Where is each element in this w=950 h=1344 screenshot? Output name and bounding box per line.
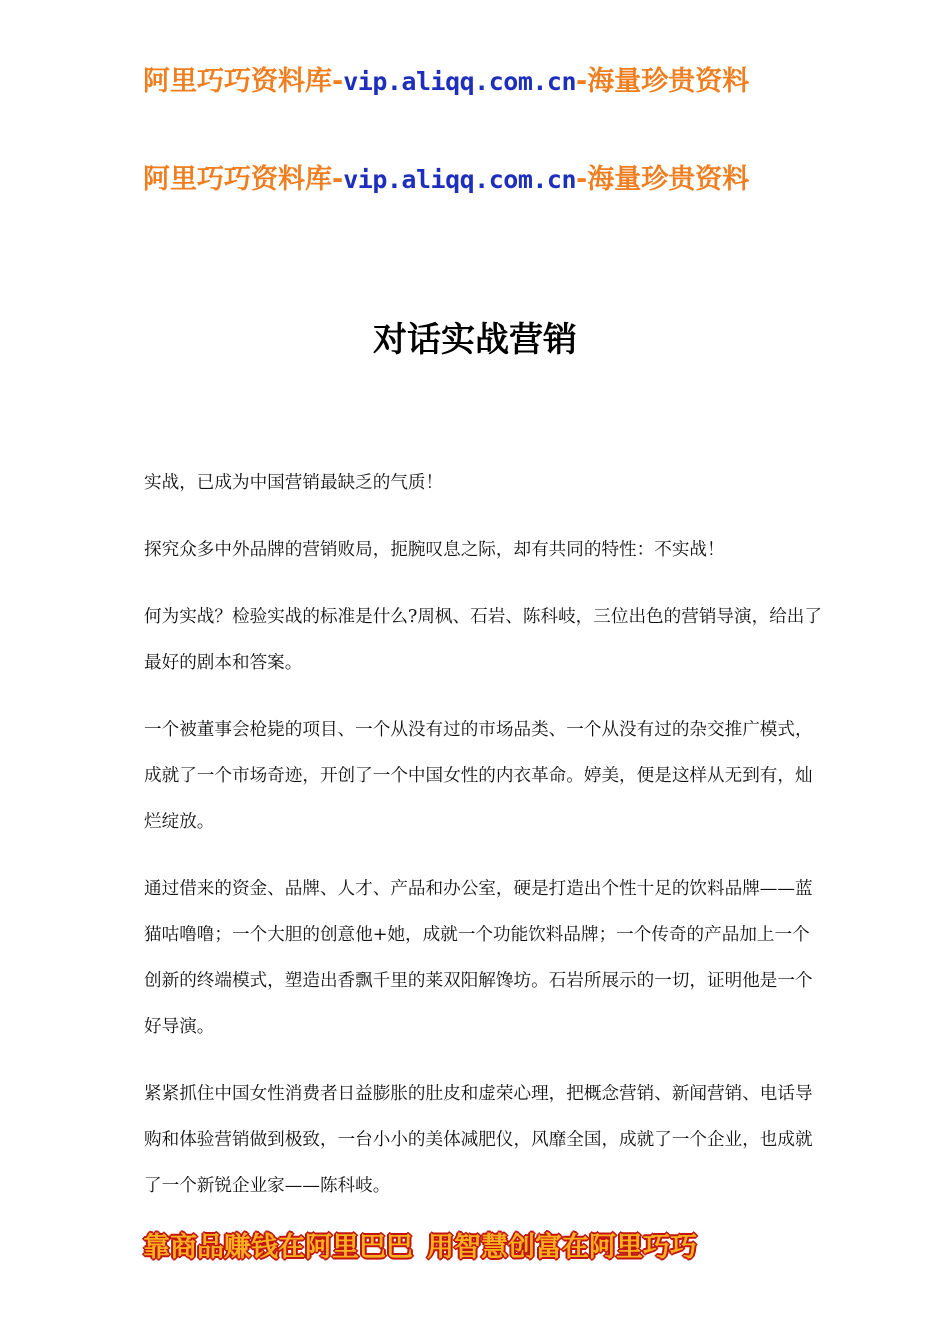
banner-suffix: -海量珍贵资料 [576, 164, 750, 195]
banner-prefix: 阿里巧巧资料库- [143, 164, 344, 195]
banner-url[interactable]: vip.aliqq.com.cn [343, 67, 577, 96]
banner-suffix: -海量珍贵资料 [576, 66, 750, 97]
paragraph: 探究众多中外品牌的营销败局，扼腕叹息之际，却有共同的特性：不实战！ [144, 540, 725, 560]
paragraph: 实战，已成为中国营销最缺乏的气质！ [144, 473, 444, 493]
document-title: 对话实战营销 [373, 320, 577, 360]
paragraph: 紧紧抓住中国女性消费者日益膨胀的肚皮和虚荣心理，把概念营销、新闻营销、电话导购和体验营销做到极致，一台小小的美体减肥仪，风靡全国，成就了一个企业，也成就了一个新锐企业家——陈科岐。 [144, 1084, 813, 1196]
document-body [144, 460, 824, 1230]
paragraph: 通过借来的资金、品牌、人才、产品和办公室，硬是打造出个性十足的饮料品牌——蓝猫咕噜噜；一个大胆的创意他+她，成就一个功能饮料品牌；一个传奇的产品加上一个创新的终端模式，塑造出香飘千里的莱双阳解馋坊。石岩所展示的一切，证明他是一个好导演。 [144, 879, 813, 1037]
header-banner-2 [143, 160, 823, 200]
paragraph: 一个被董事会枪毙的项目、一个从没有过的市场品类、一个从没有过的杂交推广模式，成就了一个市场奇迹，开创了一个中国女性的内衣革命。婷美，便是这样从无到有，灿烂绽放。 [144, 720, 813, 832]
banner-url[interactable]: vip.aliqq.com.cn [343, 165, 577, 194]
banner-prefix: 阿里巧巧资料库- [143, 66, 344, 97]
header-banner-1 [143, 62, 823, 102]
footer-slogan-right: 用智慧创富在阿里巧巧 [427, 1232, 697, 1263]
footer-slogan-banner [143, 1226, 843, 1270]
footer-slogan-left: 靠商品赚钱在阿里巴巴 [143, 1232, 413, 1263]
paragraph: 何为实战？检验实战的标准是什么?周枫、石岩、陈科岐，三位出色的营销导演，给出了最好的剧本和答案。 [144, 607, 822, 673]
